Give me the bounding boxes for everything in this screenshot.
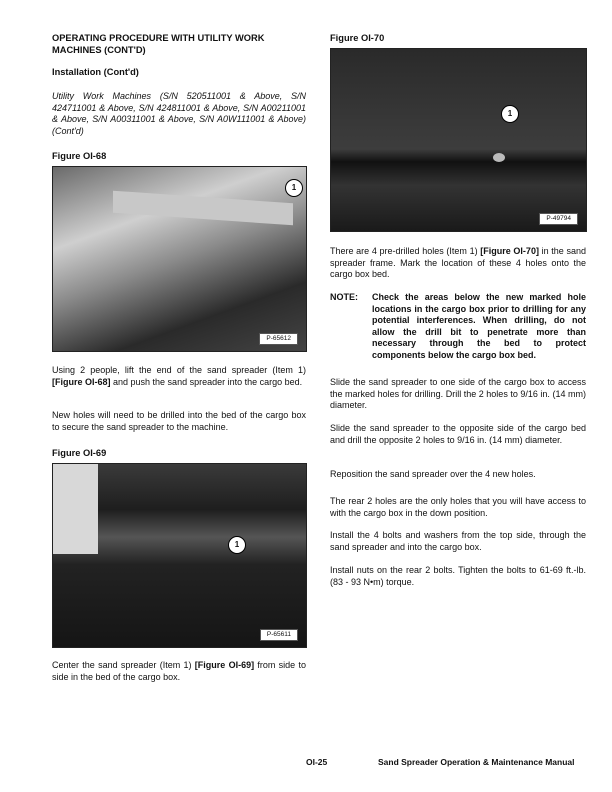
paragraph: Slide the sand spreader to the opposite side of the cargo bed and drill the opposite 2 holes to 9/16 in. (14 mm) diameter. (330, 423, 586, 445)
paragraph: Install nuts on the rear 2 bolts. Tighten the bolts to 61-69 ft.-lb. (83 - 93 N•m) torque. (330, 565, 586, 587)
callout-1: 1 (285, 179, 303, 197)
photo-code: P-49794 (539, 213, 578, 225)
note (330, 292, 586, 362)
hole-shape (493, 153, 505, 162)
paragraph: Slide the sand spreader to one side of the cargo box to access the marked holes for drilling. Drill the 2 holes to 9/16 in. (14 mm) diameter. (330, 377, 586, 411)
callout-1: 1 (228, 536, 246, 554)
figure-title: Figure OI-68 (52, 151, 107, 161)
paragraph: Install the 4 bolts and washers from the top side, through the sand spreader and into the cargo box. (330, 530, 586, 552)
manual-title: Sand Spreader Operation & Maintenance Manual (378, 757, 575, 767)
figure-title: Figure OI-69 (52, 448, 107, 458)
callout-1: 1 (501, 105, 519, 123)
figure-reference: [Figure OI-70] (480, 246, 539, 256)
figure-title: Figure OI-70 (330, 33, 385, 43)
page-number: OI-25 (306, 757, 328, 767)
sand-spreader-shape (113, 191, 293, 226)
photo-code: P-65612 (259, 333, 298, 345)
figure-oi-69-photo (52, 463, 307, 648)
machine-panel-shape (53, 464, 98, 554)
applicability-text: Utility Work Machines (S/N 520511001 & Above, S/N 424711001 & Above, S/N 424811001 & Above, S/N A00211001 & Above, S/N A00311001 & Above, S/N A0W111001 & Above) (Cont'd) (52, 91, 306, 136)
figure-reference: [Figure OI-68] (52, 376, 111, 387)
section-title: OPERATING PROCEDURE WITH UTILITY WORK MACHINES (CONT'D) (52, 33, 265, 55)
note-label: NOTE: (330, 292, 358, 302)
figure-oi-68-photo (52, 166, 307, 352)
subsection-title: Installation (Cont'd) (52, 67, 139, 77)
paragraph: Center the sand spreader (Item 1) [Figure OI-69] from side to side in the bed of the cargo box. (52, 660, 306, 682)
figure-oi-70-photo (330, 48, 587, 232)
photo-code: P-65611 (260, 629, 298, 641)
paragraph: New holes will need to be drilled into the bed of the cargo box to secure the sand spreader to the machine. (52, 410, 306, 432)
paragraph: Using 2 people, lift the end of the sand spreader (Item 1) [Figure OI-68] and push the sand spreader into the cargo bed. (52, 365, 306, 387)
paragraph: There are 4 pre-drilled holes (Item 1) [Figure OI-70] in the sand spreader frame. Mark the location of these 4 holes onto the cargo box bed. (330, 246, 586, 280)
paragraph: The rear 2 holes are the only holes that you will have access to with the cargo box in the down position. (330, 496, 586, 518)
note-text: Check the areas below the new marked hole locations in the cargo box prior to drilling for any potential interferences. When drilling, do not allow the drill bit to penetrate more than necessary through the bed to protect components below the cargo box bed. (372, 292, 586, 360)
figure-reference: [Figure OI-69] (194, 660, 255, 670)
paragraph: Reposition the sand spreader over the 4 new holes. (330, 469, 536, 479)
